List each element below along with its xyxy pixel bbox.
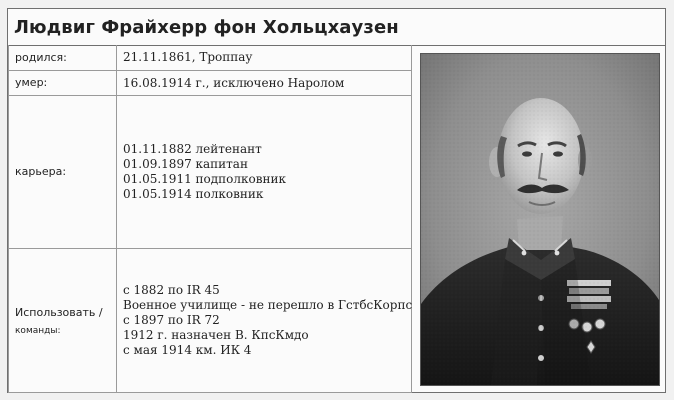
died-value: 16.08.1914 г., исключено Наролом [117, 70, 412, 95]
table-row-died [9, 70, 412, 95]
career-value [117, 95, 412, 248]
usage-line: 1912 г. назначен В. КпсКмдо [123, 327, 309, 342]
usage-value [117, 248, 412, 392]
usage-line: Военное училище - не перешло в ГстбсКорпс [123, 297, 413, 312]
career-line: 01.05.1911 подполковник [123, 171, 286, 186]
table-row-usage [9, 248, 412, 392]
born-value: 21.11.1861, Троппау [117, 45, 412, 70]
career-line: 01.09.1897 капитан [123, 156, 248, 171]
usage-line: с 1882 по IR 45 [123, 282, 220, 297]
died-label: умер: [9, 70, 117, 95]
table-row-career [9, 95, 412, 248]
portrait-image [421, 54, 659, 385]
usage-sublabel: команды: [15, 325, 61, 336]
career-label: карьера: [9, 95, 117, 248]
table-row-born [9, 45, 412, 70]
title-bar [8, 9, 665, 46]
career-line: 01.11.1882 лейтенант [123, 141, 262, 156]
born-label: родился: [9, 45, 117, 70]
portrait-photo [420, 53, 660, 386]
usage-label: Использовать / [15, 305, 103, 319]
page-title: Людвиг Фрайхерр фон Хольцхаузен [14, 16, 399, 38]
biography-card [7, 8, 666, 393]
usage-line: с мая 1914 км. ИК 4 [123, 342, 252, 357]
usage-line: с 1897 по IR 72 [123, 312, 220, 327]
biography-table [8, 45, 412, 393]
career-line: 01.05.1914 полковник [123, 186, 264, 201]
usage-label-cell [9, 248, 117, 392]
